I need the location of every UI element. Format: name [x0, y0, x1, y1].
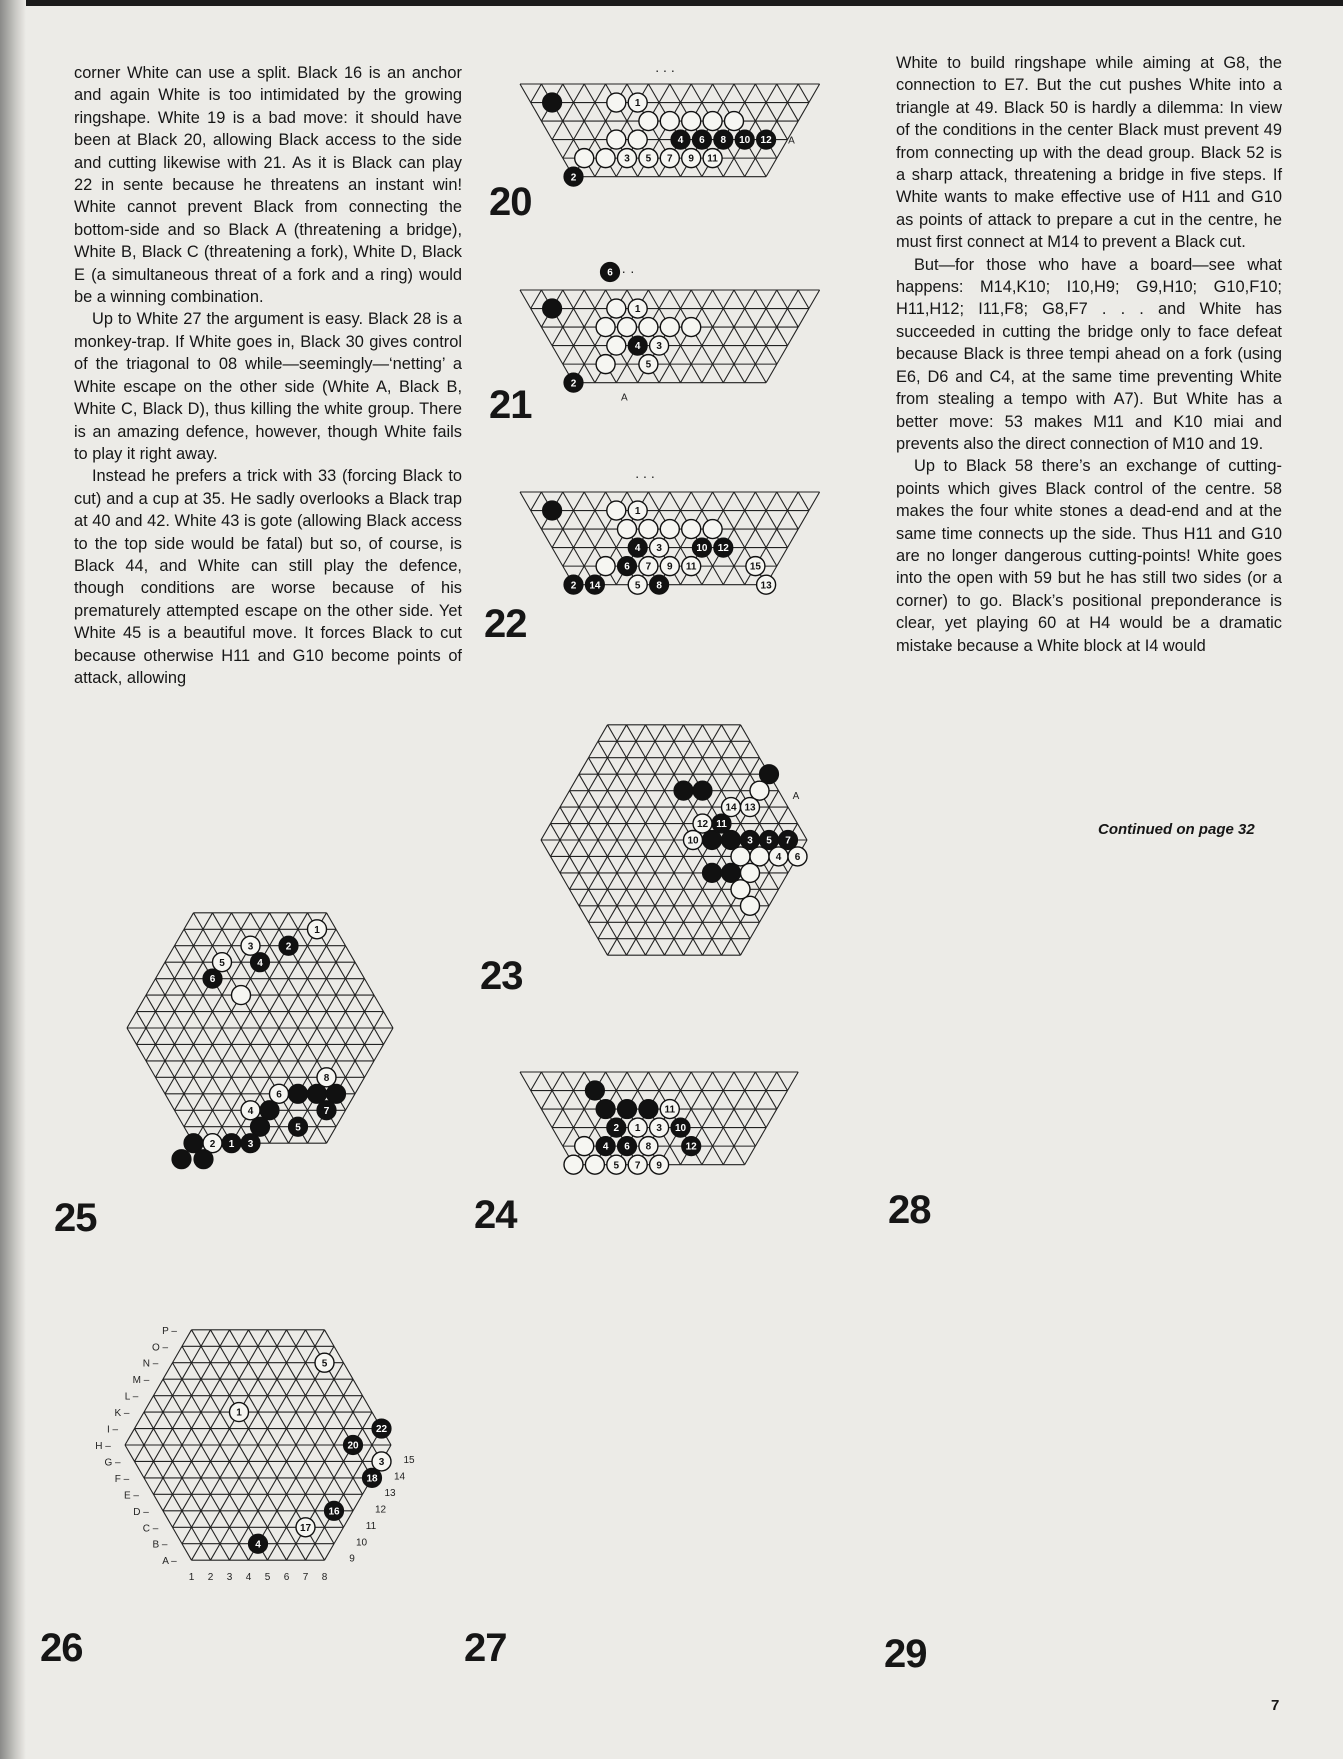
edge-dots: . . . — [655, 59, 675, 75]
diagram-label: 24 — [474, 1193, 517, 1237]
diagram-28-board — [890, 870, 1290, 1210]
col-number: 10 — [355, 1537, 368, 1549]
black-stone — [735, 130, 754, 149]
move-number: 2 — [209, 1138, 216, 1150]
move-number: 5 — [634, 580, 641, 592]
move-number: 7 — [785, 835, 791, 847]
move-number: 4 — [602, 1141, 609, 1153]
move-number: 6 — [699, 135, 705, 147]
row-letter: G – — [104, 1457, 121, 1469]
black-stone — [543, 93, 562, 112]
white-stone — [660, 112, 679, 131]
white-stone — [788, 847, 807, 866]
black-stone — [618, 557, 637, 576]
move-number: 4 — [775, 852, 782, 864]
diagram-label: 29 — [884, 1632, 927, 1676]
diagram-26-board — [58, 1280, 438, 1620]
move-number: 1 — [634, 304, 641, 316]
move-number: 3 — [378, 1457, 385, 1469]
white-stone — [660, 318, 679, 337]
paragraph: Up to White 27 the argument is easy. Black 28 is a monkey-trap. If White goes in, Black 30 gives control of the triagonal to 08 while—seemingly—‘netting’ a White escape on the other side (White A, Black B, White C, Black D), thus killing the white group. There is an amazing defence, however, though White fails to play it right away. — [74, 310, 462, 463]
black-stone — [585, 575, 604, 594]
move-number: 12 — [717, 543, 729, 555]
row-letter: H – — [95, 1441, 111, 1452]
black-stone — [779, 831, 798, 850]
move-number: 12 — [685, 1141, 697, 1153]
black-stone — [628, 538, 647, 557]
move-number: 2 — [570, 580, 577, 592]
move-number: 3 — [656, 543, 662, 555]
col-number: 7 — [302, 1572, 309, 1584]
black-stone — [172, 1150, 191, 1169]
black-stone — [289, 1117, 308, 1136]
white-stone — [628, 1155, 647, 1174]
black-stone — [249, 1534, 268, 1553]
move-number: 5 — [766, 835, 772, 847]
paragraph: But—for those who have a board—see what happens: M14,K10; I10,H9; G9,H10; G10,F10; H11,H12; I11,F8; G8,F7 . . . and White has succeeded in cutting the bridge only to face defeat because Black is three tempi ahead on a fork (using E6, D6 and C4, at the same time preventing White from stealing a tempo with A7). But White has a better move: 53 makes M11 and K10 miai and prevents also the direct connection of M10 and 19. — [896, 255, 1282, 453]
move-number: 8 — [656, 580, 662, 592]
move-number: 4 — [255, 1539, 261, 1551]
black-stone — [203, 969, 222, 988]
move-number: 14 — [589, 580, 601, 592]
diagram-label: 28 — [888, 1188, 931, 1232]
move-number: 5 — [321, 1358, 328, 1370]
white-stone — [607, 336, 626, 355]
row-letter: N – — [142, 1358, 159, 1370]
black-stone — [317, 1101, 336, 1120]
diagram-label: 23 — [480, 954, 523, 998]
move-number: 6 — [607, 267, 613, 279]
white-stone — [722, 798, 741, 817]
row-letter: C – — [142, 1523, 159, 1535]
black-stone — [618, 1100, 637, 1119]
diagram-20-board — [510, 59, 850, 212]
black-stone — [722, 863, 741, 882]
white-stone — [241, 936, 260, 955]
move-number: 5 — [645, 359, 652, 371]
diagram-label: 25 — [54, 1196, 97, 1240]
move-number: 1 — [634, 98, 641, 110]
black-stone — [363, 1468, 382, 1487]
row-letter: O – — [151, 1342, 169, 1354]
white-stone — [750, 847, 769, 866]
diagram-label: 21 — [489, 383, 532, 427]
move-number: 7 — [634, 1160, 641, 1172]
move-number: 7 — [645, 561, 652, 573]
black-stone — [194, 1150, 213, 1169]
white-stone — [750, 781, 769, 800]
right-text-column — [896, 52, 1282, 657]
black-stone — [372, 1419, 391, 1438]
black-stone — [703, 863, 722, 882]
edge-dots: . . . — [635, 465, 655, 481]
diagram-label: 27 — [464, 1626, 507, 1670]
white-stone — [628, 299, 647, 318]
move-number: 4 — [634, 341, 641, 353]
white-stone — [317, 1068, 336, 1087]
white-stone — [639, 1137, 658, 1156]
top-border — [0, 0, 1343, 6]
white-stone — [660, 520, 679, 539]
white-stone — [618, 520, 637, 539]
move-number: 9 — [656, 1160, 662, 1172]
black-stone — [564, 373, 583, 392]
move-number: 9 — [667, 561, 673, 573]
col-number: 12 — [374, 1504, 387, 1516]
row-letter: E – — [123, 1490, 140, 1502]
white-stone — [585, 1155, 604, 1174]
move-number: 3 — [656, 1123, 662, 1135]
white-stone — [241, 1101, 260, 1120]
move-number: 20 — [347, 1440, 359, 1452]
black-stone — [241, 1134, 260, 1153]
move-number: 1 — [634, 1123, 641, 1135]
move-number: 16 — [328, 1506, 340, 1518]
col-number: 15 — [403, 1455, 415, 1466]
white-stone — [564, 1155, 583, 1174]
black-stone — [682, 1137, 701, 1156]
black-stone — [289, 1084, 308, 1103]
white-stone — [607, 130, 626, 149]
row-letter: A – — [162, 1556, 177, 1568]
row-letter: B – — [152, 1539, 168, 1551]
col-number: 3 — [226, 1572, 233, 1584]
white-stone — [639, 520, 658, 539]
black-stone — [607, 1118, 626, 1137]
black-stone — [714, 538, 733, 557]
white-stone — [757, 575, 776, 594]
move-number: 11 — [707, 153, 718, 165]
col-number: 5 — [264, 1572, 271, 1584]
move-number: 12 — [760, 135, 772, 147]
white-stone — [703, 112, 722, 131]
move-number: 5 — [219, 957, 225, 969]
white-stone — [703, 520, 722, 539]
move-number: 5 — [295, 1122, 301, 1134]
paragraph: corner White can use a split. Black 16 is an anchor and again White is too intimidated by the growing ringshape. White 19 is a bad move: it should have been at Black 20, allowing Black access to the side and cutting likewise with 21. As it is Black can play 22 in sente because he threatens an instant win! White cannot prevent Black from connecting the bottom-side and so Black A (threatening a bridge), White B, Black C (threatening a fork), White D, Black E (a simultaneous threat of a fork and a ring) would be a winning combination. — [74, 64, 462, 307]
white-stone — [607, 299, 626, 318]
row-letter: P – — [162, 1325, 177, 1337]
white-stone — [372, 1452, 391, 1471]
page-number: 7 — [1271, 1697, 1280, 1714]
white-stone — [725, 112, 744, 131]
white-stone — [308, 920, 327, 939]
black-stone — [564, 167, 583, 186]
white-stone — [746, 557, 765, 576]
move-number: 2 — [570, 378, 577, 390]
black-stone — [714, 130, 733, 149]
black-stone — [596, 1100, 615, 1119]
white-stone — [769, 847, 788, 866]
white-stone — [270, 1084, 289, 1103]
white-stone — [741, 863, 760, 882]
move-number: 10 — [739, 135, 751, 147]
move-number: 6 — [624, 1141, 630, 1153]
black-stone — [601, 263, 620, 282]
continued-note: Continued on page 32 — [1098, 821, 1255, 838]
black-stone — [543, 299, 562, 318]
diagram-25-board — [70, 858, 450, 1198]
board-letter: A — [788, 135, 795, 147]
col-number: 2 — [207, 1572, 214, 1584]
black-stone — [222, 1134, 241, 1153]
paragraph: Instead he prefers a trick with 33 (forcing Black to cut) and a cup at 35. He sadly overlooks a Black trap at 40 and 42. White 43 is gote (allowing Black access to the top side would be fatal) but so, of course, is Black 44, and White can still play the defence, though conditions are worse because of his prematurely attempted escape on the other side. Yet White 45 is a beautiful move. It forces Black to cut because otherwise H11 and G10 become points of attack, allowing — [74, 467, 462, 687]
row-letter: F – — [114, 1473, 130, 1485]
white-stone — [741, 896, 760, 915]
board-letter: A — [620, 392, 628, 404]
col-number: 8 — [321, 1572, 328, 1584]
white-stone — [596, 557, 615, 576]
white-stone — [682, 149, 701, 168]
white-stone — [682, 557, 701, 576]
white-stone — [660, 557, 679, 576]
diagram-label: 22 — [484, 602, 527, 646]
board-letter: A — [792, 791, 800, 803]
move-number: 4 — [634, 543, 641, 555]
move-number: 7 — [667, 153, 673, 165]
left-text-column — [74, 62, 462, 689]
move-number: 6 — [624, 561, 630, 573]
white-stone — [650, 336, 669, 355]
black-stone — [543, 501, 562, 520]
black-stone — [260, 1101, 279, 1120]
white-stone — [296, 1518, 315, 1537]
move-number: 2 — [613, 1123, 620, 1135]
black-stone — [757, 130, 776, 149]
diagram-24-board — [512, 1060, 832, 1200]
black-stone — [760, 765, 779, 784]
col-number: 4 — [245, 1572, 252, 1584]
move-number: 1 — [236, 1407, 242, 1419]
move-number: 3 — [247, 941, 254, 953]
move-number: 6 — [276, 1089, 282, 1101]
white-stone — [639, 149, 658, 168]
move-number: 3 — [656, 341, 662, 353]
move-number: 4 — [247, 1105, 254, 1117]
move-number: 1 — [228, 1138, 235, 1150]
diagram-21-board — [510, 260, 850, 430]
white-stone — [607, 501, 626, 520]
white-stone — [650, 538, 669, 557]
move-number: 3 — [747, 835, 753, 847]
white-stone — [682, 520, 701, 539]
diagram-label: 26 — [40, 1626, 83, 1670]
black-stone — [712, 814, 731, 833]
move-number: 4 — [257, 957, 263, 969]
move-number: 5 — [613, 1160, 620, 1172]
white-stone — [596, 318, 615, 337]
move-number: 18 — [366, 1473, 378, 1485]
black-stone — [692, 130, 711, 149]
black-stone — [279, 936, 298, 955]
move-number: 14 — [725, 802, 737, 814]
move-number: 2 — [285, 941, 292, 953]
white-stone — [618, 318, 637, 337]
black-stone — [639, 1100, 658, 1119]
paragraph: Up to Black 58 there’s an exchange of cutting-points which gives Black control of the centre. 58 makes the four white stones a dead-end and at the same time connects up the side. Thus H11 and G10 are no longer dangerous cutting-points! White goes into the open with 59 but he has still two sides (or a corner) to go. Black’s positional preponderance is clear, yet playing 60 at H4 would be a dramatic mistake because a White block at I4 would — [896, 457, 1282, 655]
diagram-29-board — [890, 1280, 1290, 1620]
white-stone — [684, 831, 703, 850]
col-number: 13 — [384, 1487, 396, 1499]
black-stone — [251, 1117, 270, 1136]
black-stone — [692, 538, 711, 557]
move-number: 4 — [677, 135, 684, 147]
page-spine-shadow — [0, 0, 26, 1759]
col-number: 14 — [393, 1471, 406, 1483]
white-stone — [639, 112, 658, 131]
move-number: 6 — [209, 974, 216, 986]
move-number: 8 — [323, 1072, 330, 1084]
white-stone — [607, 1155, 626, 1174]
diagram-22-board — [510, 465, 850, 648]
white-stone — [315, 1353, 334, 1372]
move-number: 22 — [375, 1424, 388, 1436]
move-number: 2 — [570, 172, 577, 184]
move-number: 10 — [687, 835, 699, 847]
black-stone — [308, 1084, 327, 1103]
white-stone — [660, 1100, 679, 1119]
white-stone — [650, 1118, 669, 1137]
diagram-label: 20 — [489, 180, 532, 224]
white-stone — [628, 575, 647, 594]
black-stone — [618, 1137, 637, 1156]
move-number: 10 — [696, 543, 708, 555]
white-stone — [731, 880, 750, 899]
move-number: 1 — [634, 506, 641, 518]
white-stone — [693, 814, 712, 833]
black-stone — [596, 1137, 615, 1156]
move-number: 17 — [299, 1522, 312, 1534]
black-stone — [741, 831, 760, 850]
white-stone — [628, 130, 647, 149]
move-number: 7 — [323, 1105, 330, 1117]
move-number: 1 — [314, 924, 320, 936]
move-number: 5 — [645, 153, 652, 165]
row-letter: D – — [133, 1506, 149, 1518]
black-stone — [693, 781, 712, 800]
white-stone — [628, 93, 647, 112]
col-number: 1 — [188, 1572, 195, 1584]
white-stone — [232, 986, 251, 1005]
black-stone — [760, 831, 779, 850]
white-stone — [596, 355, 615, 374]
black-stone — [671, 130, 690, 149]
black-stone — [703, 831, 722, 850]
black-stone — [325, 1501, 344, 1520]
white-stone — [607, 93, 626, 112]
white-stone — [575, 149, 594, 168]
black-stone — [327, 1084, 346, 1103]
col-number: 6 — [283, 1572, 290, 1584]
white-stone — [618, 149, 637, 168]
edge-dots: · · — [621, 263, 635, 279]
black-stone — [344, 1436, 363, 1455]
white-stone — [230, 1403, 249, 1422]
move-number: 8 — [720, 135, 727, 147]
black-stone — [671, 1118, 690, 1137]
move-number: 11 — [716, 819, 727, 831]
white-stone — [741, 798, 760, 817]
move-number: 9 — [688, 153, 694, 165]
black-stone — [674, 781, 693, 800]
white-stone — [575, 1137, 594, 1156]
white-stone — [682, 318, 701, 337]
black-stone — [564, 575, 583, 594]
row-letter: M – — [132, 1375, 150, 1387]
white-stone — [639, 355, 658, 374]
white-stone — [596, 149, 615, 168]
move-number: 6 — [794, 852, 801, 864]
move-number: 11 — [685, 561, 697, 573]
move-number: 11 — [664, 1104, 676, 1116]
white-stone — [639, 557, 658, 576]
white-stone — [628, 1118, 647, 1137]
move-number: 8 — [645, 1141, 652, 1153]
paragraph: White to build ringshape while aiming at G8, the connection to E7. But the cut pushes White into a triangle at 49. Black 50 is hardly a dilemma: In view of the conditions in the center Black must prevent 49 from connecting up with the dead group. Black 52 is a sharp attack, threatening a bridge in five steps. If White wants to make effective use of H11 and G10 as points of attack to prepare a cut in the centre, he must first connect at M14 to prevent a Black cut. — [896, 54, 1282, 252]
white-stone — [731, 847, 750, 866]
white-stone — [703, 149, 722, 168]
move-number: 13 — [744, 802, 756, 814]
diagram-23-board — [484, 680, 864, 1000]
white-stone — [213, 953, 232, 972]
white-stone — [639, 318, 658, 337]
black-stone — [628, 336, 647, 355]
row-letter: L – — [124, 1391, 139, 1403]
move-number: 13 — [760, 580, 772, 592]
move-number: 15 — [749, 561, 761, 573]
black-stone — [650, 575, 669, 594]
black-stone — [585, 1081, 604, 1100]
move-number: 12 — [696, 819, 709, 831]
move-number: 3 — [624, 153, 630, 165]
black-stone — [722, 831, 741, 850]
col-number: 11 — [365, 1520, 377, 1532]
row-letter: K – — [114, 1408, 130, 1420]
row-letter: I – — [106, 1424, 119, 1436]
black-stone — [251, 953, 270, 972]
white-stone — [660, 149, 679, 168]
move-number: 3 — [247, 1138, 254, 1150]
white-stone — [628, 501, 647, 520]
white-stone — [650, 1155, 669, 1174]
col-number: 9 — [349, 1553, 355, 1565]
white-stone — [682, 112, 701, 131]
move-number: 10 — [674, 1123, 687, 1135]
diagram-27-board — [480, 1280, 860, 1620]
